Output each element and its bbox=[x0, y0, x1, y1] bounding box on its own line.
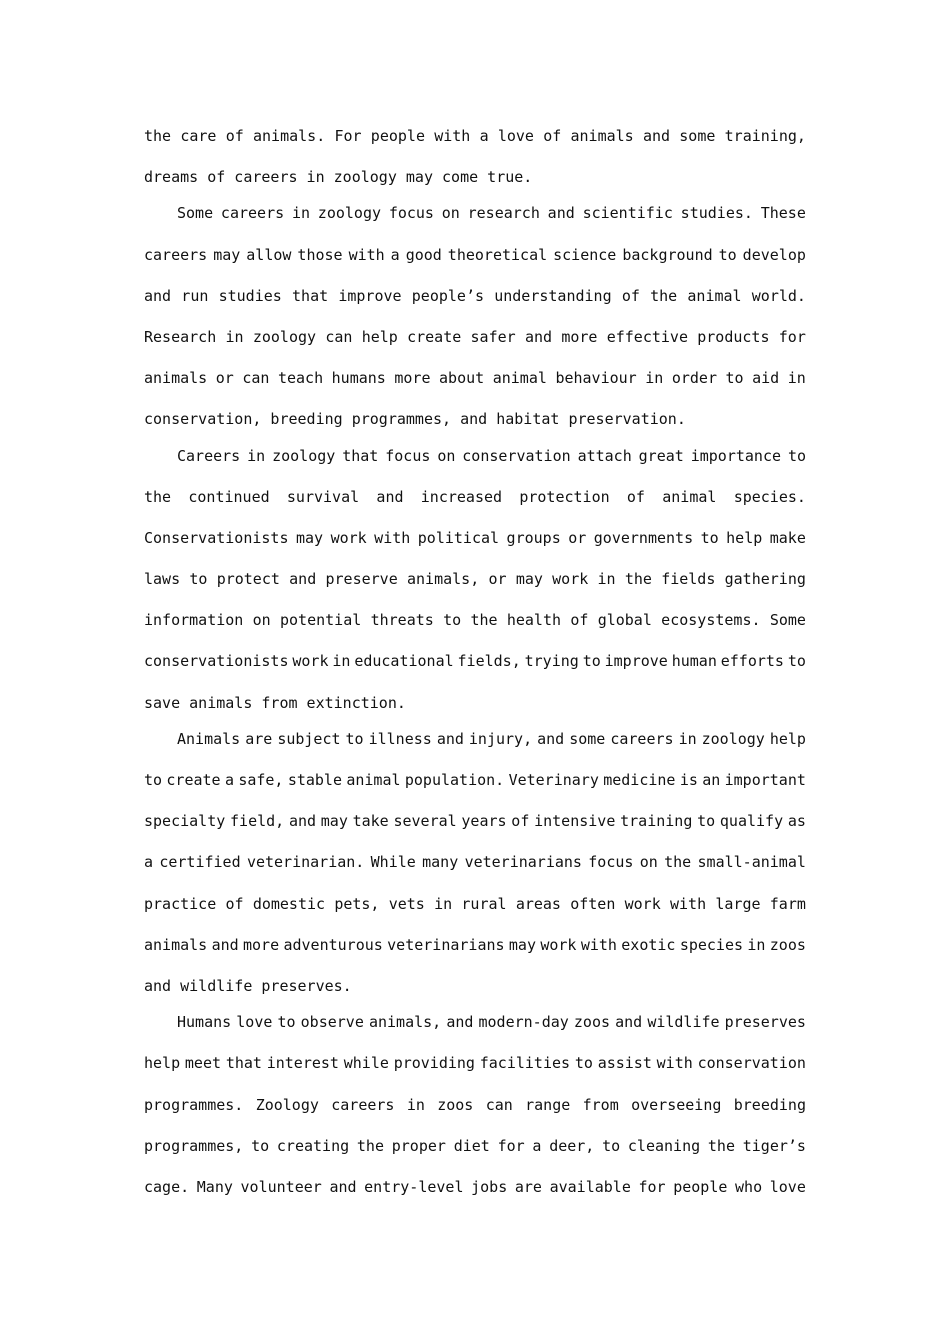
document-page bbox=[144, 116, 806, 1203]
paragraph-3 bbox=[144, 436, 806, 724]
text-line: dreams of careers in zoology may come true. bbox=[144, 168, 533, 187]
text-line: information on potential threats to the health of global ecosystems. Some bbox=[144, 611, 806, 630]
text-line: Animals are subject to illness and injury, and some careers in zoology help bbox=[177, 729, 806, 748]
text-line: careers may allow those with a good theoretical science background to develop bbox=[144, 245, 806, 264]
text-line: animals and more adventurous veterinarians may work with exotic species in zoos bbox=[144, 935, 806, 954]
text-line: practice of domestic pets, vets in rural areas often work with large farm bbox=[144, 894, 806, 913]
text-line: the care of animals. For people with a love of animals and some training, bbox=[144, 127, 806, 145]
text-line: Conservationists may work with political groups or governments to help make bbox=[144, 528, 806, 547]
text-line: and wildlife preserves. bbox=[144, 976, 352, 995]
paragraph-2 bbox=[144, 193, 806, 440]
paragraph-5 bbox=[144, 1002, 806, 1208]
text-line: laws to protect and preserve animals, or may work in the fields gathering bbox=[144, 570, 806, 589]
text-line: to create a safe, stable animal population. Veterinary medicine is an important bbox=[144, 771, 806, 789]
text-line: save animals from extinction. bbox=[144, 693, 406, 712]
text-line: Some careers in zoology focus on research and scientific studies. These bbox=[177, 204, 806, 223]
text-line: and run studies that improve people’s understanding of the animal world. bbox=[144, 286, 806, 305]
text-line: specialty field, and may take several years of intensive training to qualify as bbox=[144, 812, 806, 831]
text-line: the continued survival and increased protection of animal species. bbox=[144, 487, 806, 506]
text-line: programmes. Zoology careers in zoos can range from overseeing breeding bbox=[144, 1095, 806, 1114]
text-line: a certified veterinarian. While many veterinarians focus on the small-animal bbox=[144, 853, 806, 872]
text-line: Humans love to observe animals, and modern-day zoos and wildlife preserves bbox=[177, 1013, 806, 1032]
text-line: cage. Many volunteer and entry-level jobs are available for people who love bbox=[144, 1177, 806, 1196]
paragraph-4 bbox=[144, 719, 806, 1007]
text-line: Research in zoology can help create safer and more effective products for bbox=[144, 327, 806, 346]
text-line: programmes, to creating the proper diet for a deer, to cleaning the tiger’s bbox=[144, 1136, 806, 1155]
text-line: animals or can teach humans more about animal behaviour in order to aid in bbox=[144, 369, 806, 388]
paragraph-1 bbox=[144, 116, 806, 198]
text-line: conservationists work in educational fields, trying to improve human efforts to bbox=[144, 652, 806, 671]
text-line: conservation, breeding programmes, and habitat preservation. bbox=[144, 410, 686, 429]
text-line: Careers in zoology that focus on conservation attach great importance to bbox=[177, 446, 806, 465]
text-line: help meet that interest while providing facilities to assist with conservation bbox=[144, 1054, 806, 1073]
